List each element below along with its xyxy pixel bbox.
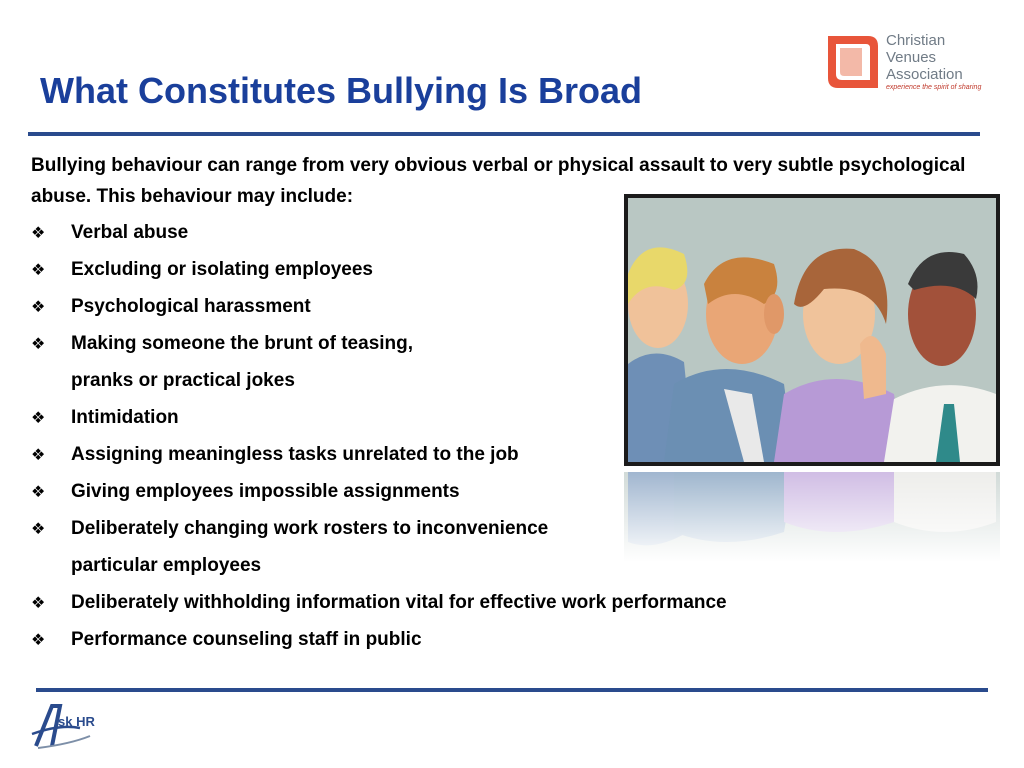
list-item: ❖ Giving employees impossible assignments [31,473,931,510]
diamond-bullet-icon: ❖ [31,223,46,242]
diamond-bullet-icon: ❖ [31,519,46,538]
diamond-bullet-icon: ❖ [31,297,46,316]
cva-tagline: experience the spirit of sharing [886,84,982,91]
diamond-bullet-icon: ❖ [31,482,46,501]
bottom-divider [36,688,988,692]
slide-title: What Constitutes Bullying Is Broad [40,70,643,111]
gossiping-coworkers-image [624,194,1000,466]
cva-mark-icon [822,28,882,94]
illustration-reflection [624,472,1000,572]
office-gossip-illustration [624,194,1000,466]
list-item-continuation: pranks or practical jokes [71,370,295,391]
list-item: ❖ Performance counseling staff in public [31,621,931,658]
list-item: ❖ Making someone the brunt of teasing, [31,325,931,362]
cva-name-line2: Venues [886,49,937,66]
list-item: ❖ Deliberately changing work rosters to inconvenience [31,510,931,547]
list-item: ❖ Excluding or isolating employees [31,251,931,288]
diamond-bullet-icon: ❖ [31,445,46,464]
diamond-bullet-icon: ❖ [31,408,46,427]
christian-venues-association-logo [822,28,982,100]
list-item-continuation: particular employees [71,555,262,576]
intro-paragraph: Bullying behaviour can range from very obvious verbal or physical assault to very subtle psychological abuse. This behaviour may include: [31,155,966,207]
top-divider [28,132,980,136]
ask-hr-wordmark: sk HR [58,714,95,729]
list-item: ❖ Psychological harassment [31,288,931,325]
ask-hr-logo [30,698,120,754]
diamond-bullet-icon: ❖ [31,593,46,612]
diamond-bullet-icon: ❖ [31,334,46,353]
cva-name-line1: Christian [886,32,946,49]
list-item: ❖ Verbal abuse [31,214,931,251]
diamond-bullet-icon: ❖ [31,260,46,279]
diamond-bullet-icon: ❖ [31,630,46,649]
list-item: ❖ Assigning meaningless tasks unrelated to the job [31,436,931,473]
reflection-fade [624,472,1000,572]
list-item: ❖ Intimidation [31,399,931,436]
list-item: ❖ Deliberately withholding information vital for effective work performance [31,584,931,621]
cva-name-line3: Association [886,66,963,83]
ask-hr-logo-icon [30,698,120,754]
